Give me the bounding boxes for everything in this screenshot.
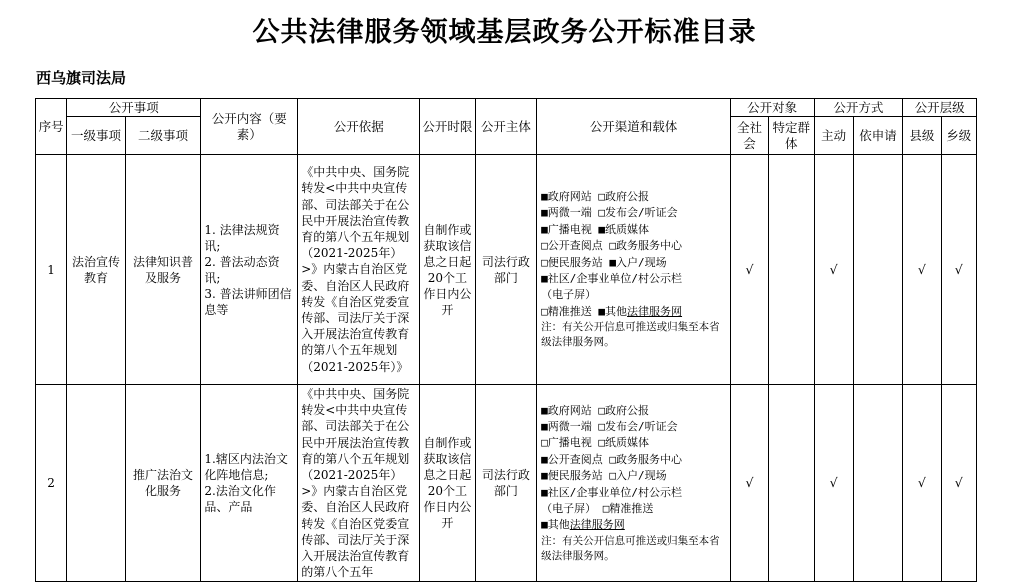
row-time: 自制作或获取该信息之日起20个工作日内公开 (420, 155, 475, 385)
channel-line: ■政府网站 □政府公报 (541, 189, 650, 203)
row-content (201, 155, 298, 385)
header-method: 公开方式 (814, 99, 903, 117)
header-audience-all: 全社会 (730, 117, 768, 155)
row-method-active: √ (814, 155, 853, 385)
row-basis: 《中共中央、国务院转发<中共中央宣传部、司法部关于在公民中开展法治宣传教育的第八个五年规划（2021-2025年）>》内蒙古自治区党委、自治区人民政府转发《自治区党委宣传部、司法厅关于深入开展法治宣传教育的第八个五年规划（2021-2025年）》 (298, 155, 420, 385)
row-channels (537, 155, 731, 385)
row-channels (537, 385, 731, 582)
row-audience-all: √ (730, 155, 768, 385)
row-seq: 2 (36, 385, 67, 582)
row-level2: 推广法治文化服务 (125, 385, 201, 582)
row-audience-all: √ (730, 385, 768, 582)
channel-note: 注：有关公开信息可推送或归集至本省级法律服务网。 (541, 321, 720, 349)
header-channels: 公开渠道和载体 (537, 99, 731, 155)
content-item: 2.法治文化作品、产品 (204, 484, 276, 515)
header-audience-specific: 特定群体 (769, 117, 814, 155)
header-level-county: 县级 (903, 117, 941, 155)
row-level-county: √ (903, 385, 941, 582)
row-seq: 1 (36, 155, 67, 385)
channel-line: ■社区/企事业单位/村公示栏 (541, 485, 683, 499)
channel-line: □便民服务站 ■入户/现场 (541, 255, 667, 269)
disclosure-table (35, 98, 977, 582)
row-audience-specific (769, 385, 814, 582)
row-content (201, 385, 298, 582)
header-content: 公开内容（要素） (201, 99, 298, 155)
channel-line (541, 304, 726, 320)
channel-line: □公开查阅点 □政务服务中心 (541, 239, 683, 253)
header-audience: 公开对象 (730, 99, 814, 117)
content-item: 1.辖区内法治文化阵地信息; (204, 452, 288, 483)
header-time: 公开时限 (420, 99, 475, 155)
channel-text: □精准推送 ■其他 (541, 304, 628, 318)
row-subject: 司法行政部门 (475, 385, 537, 582)
row-time: 自制作或获取该信息之日起20个工作日内公开 (420, 385, 475, 582)
row-level-county: √ (903, 155, 941, 385)
row-level-township: √ (941, 385, 976, 582)
channel-text: ■其他 (541, 518, 570, 532)
channel-line: ■政府网站 □政府公报 (541, 403, 650, 417)
table-row (36, 385, 977, 582)
channel-line: ■广播电视 ■纸质媒体 (541, 222, 650, 236)
channel-line: （电子屏） □精准推送 (541, 502, 654, 516)
header-level: 公开层级 (903, 99, 977, 117)
row-level2: 法律知识普及服务 (125, 155, 201, 385)
header-method-active: 主动 (814, 117, 853, 155)
header-seq: 序号 (36, 99, 67, 155)
page-title: 公共法律服务领域基层政务公开标准目录 (252, 17, 757, 48)
channel-line: ■两微一端 □发布会/听证会 (541, 420, 678, 433)
header-subject: 公开主体 (475, 99, 537, 155)
header-level-township: 乡级 (941, 117, 976, 155)
content-item: 1. 法律法规资讯; (204, 222, 280, 253)
header-basis: 公开依据 (298, 99, 420, 155)
header-matters: 公开事项 (67, 99, 201, 117)
channel-line: ■两微一端 □发布会/听证会 (541, 206, 678, 220)
content-item: 3. 普法讲师团信息等 (204, 286, 292, 317)
header-method-request: 依申请 (853, 117, 902, 155)
row-level1: 法治宣传教育 (67, 155, 125, 385)
header-level2: 二级事项 (125, 117, 201, 155)
channel-line: □广播电视 □纸质媒体 (541, 436, 650, 450)
row-level1 (67, 385, 125, 582)
agency-name: 西乌旗司法局 (36, 69, 127, 87)
row-method-request (853, 385, 902, 582)
row-method-active: √ (814, 385, 853, 582)
row-subject: 司法行政部门 (475, 155, 537, 385)
row-basis: 《中共中央、国务院转发<中共中央宣传部、司法部关于在公民中开展法治宣传教育的第八个五年规划（2021-2025年）>》内蒙古自治区党委、自治区人民政府转发《自治区党委宣传部、司法厅关于深入开展法治宣传教育的第八个五年 (298, 385, 420, 582)
row-audience-specific (769, 155, 814, 385)
channel-line: ■社区/企事业单位/村公示栏 (541, 271, 683, 285)
channel-note: 注：有关公开信息可推送或归集至本省级法律服务网。 (541, 534, 720, 562)
table-row (36, 155, 977, 385)
row-level-township: √ (941, 155, 976, 385)
content-item: 2. 普法动态资讯; (204, 254, 280, 285)
channel-line: ■公开查阅点 □政务服务中心 (541, 452, 683, 466)
row-method-request (853, 155, 902, 385)
channel-line (541, 517, 726, 533)
legal-service-link[interactable]: 法律服务网 (569, 518, 625, 532)
channel-line: ■便民服务站 □入户/现场 (541, 469, 667, 483)
channel-line: （电子屏） (541, 288, 597, 302)
header-level1: 一级事项 (67, 117, 125, 155)
legal-service-link[interactable]: 法律服务网 (627, 304, 683, 318)
